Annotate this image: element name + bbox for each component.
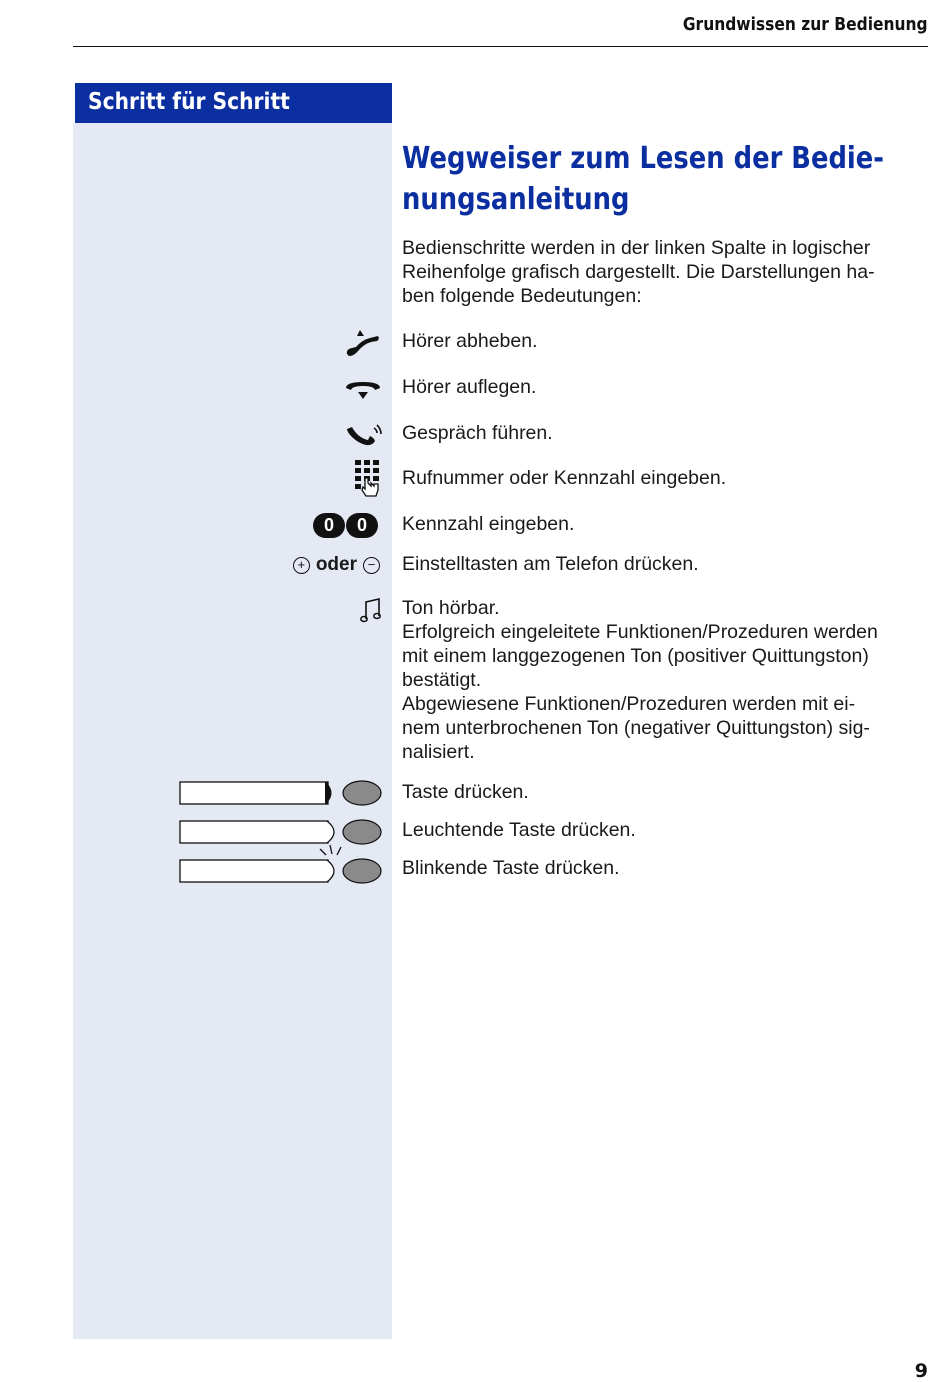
- item-text: Taste drücken.: [402, 781, 529, 803]
- code-key: 0: [346, 513, 378, 538]
- code-keys-icon: [313, 513, 378, 538]
- tone-line: bestätigt.: [402, 669, 482, 691]
- keypad-icon: [354, 459, 382, 497]
- key-press-icon: [179, 779, 384, 807]
- item-text: Hörer abheben.: [402, 330, 538, 352]
- page-title: [402, 138, 884, 220]
- key-blinking-icon: [179, 843, 384, 885]
- tone-icon: [360, 598, 382, 624]
- item-text: Blinkende Taste drücken.: [402, 857, 620, 879]
- plus-minus-icon: [293, 554, 380, 576]
- intro-paragraph: [402, 236, 927, 308]
- handset-talk-icon: [344, 421, 384, 447]
- handset-lift-icon: [344, 329, 382, 357]
- item-text: Hörer auflegen.: [402, 376, 537, 398]
- minus-key-icon: −: [363, 557, 380, 574]
- tone-line: Erfolgreich eingeleitete Funktionen/Prozeduren werden: [402, 621, 878, 643]
- tone-description: [402, 596, 878, 764]
- page-number: 9: [914, 1360, 928, 1382]
- oder-label: oder: [315, 554, 357, 575]
- tone-line: Ton hörbar.: [402, 597, 500, 619]
- intro-line: Reihenfolge grafisch dargestellt. Die Darstellungen ha-: [402, 261, 875, 283]
- item-text: Leuchtende Taste drücken.: [402, 819, 636, 841]
- code-key: 0: [313, 513, 345, 538]
- intro-line: ben folgende Bedeutungen:: [402, 285, 642, 307]
- plus-key-icon: +: [293, 557, 310, 574]
- tone-line: nalisiert.: [402, 741, 475, 763]
- sidebar-title: Schritt für Schritt: [88, 89, 290, 115]
- handset-hang-up-icon: [344, 377, 382, 403]
- tone-line: mit einem langgezogenen Ton (positiver Quittungston): [402, 645, 869, 667]
- running-header: Grundwissen zur Bedienung: [683, 14, 928, 35]
- header-rule: [73, 46, 928, 47]
- item-text: Rufnummer oder Kennzahl eingeben.: [402, 467, 727, 489]
- sidebar-column: [73, 123, 392, 1339]
- tone-line: nem unterbrochenen Ton (negativer Quittungston) sig-: [402, 717, 870, 739]
- intro-line: Bedienschritte werden in der linken Spalte in logischer: [402, 237, 871, 259]
- key-lit-icon: [179, 818, 384, 846]
- sidebar-header: [75, 83, 392, 123]
- item-text: Kennzahl eingeben.: [402, 513, 575, 535]
- page-title-line: nungsanleitung: [402, 182, 630, 217]
- page-title-line: Wegweiser zum Lesen der Bedie-: [402, 141, 884, 176]
- item-text: Einstelltasten am Telefon drücken.: [402, 553, 699, 575]
- tone-line: Abgewiesene Funktionen/Prozeduren werden mit ei-: [402, 693, 856, 715]
- item-text: Gespräch führen.: [402, 422, 553, 444]
